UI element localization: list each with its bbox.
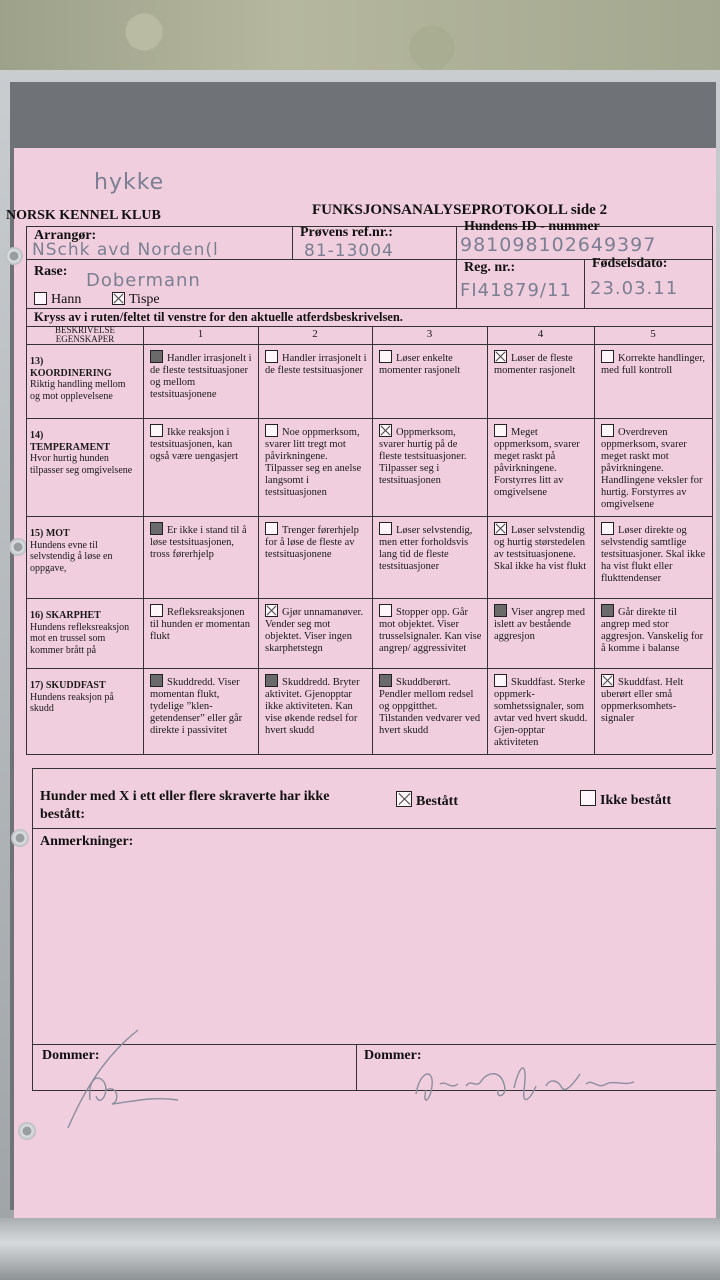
checkbox[interactable] [601, 522, 614, 535]
cell-text: Skuddredd. Bryter aktivitet. Gjenopptar ikke aktiviteten. Kan vise økende redsel for hvert skudd [265, 677, 360, 736]
cell-text: Korrekte handlinger, med full kontroll [601, 353, 706, 376]
id-label: Hundens ID - nummer [464, 219, 600, 234]
table-cell[interactable] [601, 674, 707, 752]
row-number: 15) MOT [30, 528, 70, 539]
checkbox[interactable] [265, 424, 278, 437]
punch-hole [18, 1122, 36, 1140]
row-name: KOORDINERING [30, 367, 112, 379]
checkbox-checked[interactable] [265, 604, 278, 617]
cell-text: Skuddfast. Helt uberørt eller små oppmerksomhets-signaler [601, 677, 684, 724]
checkbox-checked[interactable] [112, 292, 125, 305]
cell-text: Viser angrep med islett av bestående aggresjon [494, 607, 586, 642]
cell-text: Stopper opp. Går mot objektet. Viser trusselsignaler. Kan vise angrep/ aggressivitet [379, 607, 482, 654]
table-cell[interactable] [150, 424, 253, 514]
checkbox-shaded[interactable] [150, 350, 163, 363]
arranger-label: Arrangør: [34, 228, 97, 243]
table-cell[interactable] [379, 604, 482, 666]
checkbox[interactable] [601, 424, 614, 437]
reg-label: Reg. nr.: [464, 260, 516, 275]
sex-female-label: Tispe [129, 292, 160, 307]
punch-hole [9, 538, 27, 556]
column-header: 5 [650, 328, 656, 340]
row-description: Hundens evne til selvstendig å løse en oppgave, [30, 539, 113, 574]
table-cell[interactable] [379, 350, 482, 416]
column-header: 4 [537, 328, 544, 340]
checkbox-checked[interactable] [601, 674, 614, 687]
checkbox[interactable] [265, 350, 278, 363]
failed-label: Ikke bestått [600, 793, 672, 808]
judge2-label: Dommer: [364, 1048, 422, 1063]
column-header: 2 [312, 328, 318, 340]
cell-text: Løser selvstendig, men etter forholdsvis lang tid de fleste testsituasjoner [379, 525, 473, 572]
cell-text: Løser de fleste momenter rasjonelt [494, 353, 576, 376]
arranger-value: NSchk avd Norden(l [32, 240, 219, 260]
sex-male[interactable] [34, 292, 81, 308]
row-number: 16) SKARPHET [30, 610, 101, 621]
cell-text: Ikke reaksjon i testsituasjonen, kan også være uengasjert [150, 427, 239, 462]
column-header: 1 [197, 328, 204, 340]
table-cell[interactable] [150, 604, 253, 666]
table-cell[interactable] [601, 424, 707, 514]
judge1-label: Dommer: [42, 1048, 100, 1063]
table-cell[interactable] [265, 350, 367, 416]
result-failed[interactable] [580, 790, 671, 809]
checkbox[interactable] [494, 424, 507, 437]
punch-hole [5, 247, 23, 265]
row-description: Hundens reaksjon på skudd [30, 691, 114, 714]
table-cell[interactable] [150, 350, 253, 416]
sex-male-label: Hann [51, 292, 82, 307]
table-cell[interactable] [601, 350, 707, 416]
table-cell[interactable] [601, 604, 707, 666]
table-cell[interactable] [265, 604, 367, 666]
cell-text: Skuddberørt. Pendler mellom redsel og oppgitthet. Tilstanden vedvarer ved hvert skudd [379, 677, 481, 736]
checkbox[interactable] [379, 604, 392, 617]
checkbox-shaded[interactable] [379, 674, 392, 687]
table-cell[interactable] [494, 350, 589, 416]
cell-text: Oppmerksom, svarer hurtig på de fleste testsituasjoner. Tilpasser seg i testsituasjonen [379, 427, 467, 486]
table-cell[interactable] [494, 674, 589, 752]
cell-text: Meget oppmerksom, svarer meget raskt på påvirkningene. Forstyrres litt av omgivelsene [494, 427, 580, 498]
instruction-text: Kryss av i ruten/feltet til venstre for den aktuelle atferdsbeskrivelsen. [34, 310, 403, 324]
cell-text: Skuddredd. Viser momentan flukt, tydelige ”klen-getendenser” eller går direkte i passivitet [150, 677, 243, 736]
checkbox-checked[interactable] [494, 350, 507, 363]
handwritten-name: hykke [94, 170, 165, 195]
reg-value: FI41879/11 [460, 280, 572, 301]
result-note: Hunder med X i ett eller flere skraverte har ikke bestått: [40, 789, 330, 822]
cell-text: Trenger førerhjelp for å løse de fleste av testsituasjonene [265, 525, 359, 560]
cell-text: Er ikke i stand til å løse testsituasjonen, tross førerhjelp [150, 525, 247, 560]
frame-bottom-edge [0, 1218, 720, 1280]
row-description: Hundens refleksreaksjon mot en trussel som kommer brått på [30, 621, 130, 656]
row-description: Hvor hurtig hunden tilpasser seg omgivelsene [30, 453, 133, 476]
punch-hole [11, 829, 29, 847]
header-left-bottom: EGENSKAPER [55, 334, 115, 344]
result-passed[interactable] [396, 791, 458, 810]
checkbox-shaded[interactable] [494, 604, 507, 617]
row-label [30, 528, 138, 574]
checkbox[interactable] [379, 350, 392, 363]
checkbox[interactable] [150, 604, 163, 617]
remarks-label: Anmerkninger: [40, 834, 134, 849]
header-left-top: BESKRIVELSE [54, 325, 115, 335]
table-cell[interactable] [150, 674, 253, 752]
row-number: 17) SKUDDFAST [30, 680, 106, 691]
row-label [30, 356, 138, 402]
cell-text: Løser direkte og selvstendig samtlige testsituasjoner. Skal ikke ha vist flukt eller flukttendenser [601, 525, 706, 584]
judge1-signature [60, 1010, 210, 1135]
checkbox-shaded[interactable] [601, 604, 614, 617]
cell-text: Skuddfast. Sterke oppmerk-somhetssignaler, som avtar ved hvert skudd. Gjen-opptar aktiviteten [494, 677, 588, 748]
row-name: TEMPERAMENT [30, 441, 110, 453]
cell-text: Refleksreaksjonen til hunden er momentan flukt [150, 607, 251, 642]
column-header: 3 [426, 328, 433, 340]
checkbox[interactable] [150, 424, 163, 437]
judge2-signature [410, 1050, 650, 1120]
row-label [30, 680, 138, 715]
checkbox[interactable] [379, 522, 392, 535]
table-cell[interactable] [494, 604, 589, 666]
checkbox[interactable] [580, 790, 596, 806]
table-cell[interactable] [379, 522, 482, 596]
header-left [30, 326, 140, 344]
checkbox-checked[interactable] [494, 522, 507, 535]
cell-text: Går direkte til angrep med stor aggresjon. Vanskelig for å komme i balanse [601, 607, 704, 654]
table-cell[interactable] [265, 522, 367, 596]
table-cell[interactable] [379, 674, 482, 752]
cell-text: Noe oppmerksom, svarer litt tregt mot påvirkningene. Tilpasser seg en anelse langsomt i testsituasjonen [265, 427, 362, 498]
breed-value: Dobermann [86, 270, 201, 291]
row-number: 14) [30, 430, 44, 441]
checkbox-shaded[interactable] [265, 674, 278, 687]
sex-female[interactable] [112, 292, 160, 308]
checkbox-checked[interactable] [396, 791, 412, 807]
cell-text: Løser selvstendig og hurtig størstedelen av testsituasjonene. Skal ikke ha vist flukt [494, 525, 587, 572]
dob-label: Fødselsdato: [592, 256, 668, 271]
row-label [30, 610, 138, 656]
ref-value: 81-13004 [304, 241, 394, 261]
cell-text: Gjør unnamanøver. Vender seg mot objektet. Viser ingen skarphetstegn [265, 607, 364, 654]
carpet-background [0, 0, 720, 80]
table-cell[interactable] [494, 424, 589, 514]
cell-text: Handler irrasjonelt i de fleste testsituasjoner [265, 353, 367, 376]
cell-text: Handler irrasjonelt i de fleste testsituasjoner og mellom testsituasjonene [150, 353, 252, 400]
table-cell[interactable] [494, 522, 589, 596]
row-description: Riktig handling mellom og mot opplevelsene [30, 379, 126, 402]
ref-label: Prøvens ref.nr.: [300, 225, 393, 240]
row-label [30, 430, 138, 476]
checkbox-shaded[interactable] [150, 674, 163, 687]
id-value: 981098102649397 [460, 234, 657, 256]
cell-text: Løser enkelte momenter rasjonelt [379, 353, 461, 376]
table-cell[interactable] [601, 522, 707, 596]
row-number: 13) [30, 356, 44, 367]
checkbox-shaded[interactable] [150, 522, 163, 535]
checkbox[interactable] [265, 522, 278, 535]
checkbox[interactable] [494, 674, 507, 687]
checkbox-checked[interactable] [379, 424, 392, 437]
checkbox[interactable] [34, 292, 47, 305]
cell-text: Overdreven oppmerksom, svarer meget raskt mot påvirkningene. Handlingene veksler for hurtig. Forstyrres av omgivelsene [601, 427, 703, 510]
table-cell[interactable] [379, 424, 482, 514]
passed-label: Bestått [416, 794, 458, 809]
checkbox[interactable] [601, 350, 614, 363]
org-name: NORSK KENNEL KLUB [6, 208, 161, 223]
table-cell[interactable] [150, 522, 253, 596]
table-cell[interactable] [265, 674, 367, 752]
dob-value: 23.03.11 [590, 278, 679, 299]
breed-label: Rase: [34, 264, 68, 279]
form-title: FUNKSJONSANALYSEPROTOKOLL side 2 [312, 202, 608, 218]
table-cell[interactable] [265, 424, 367, 514]
